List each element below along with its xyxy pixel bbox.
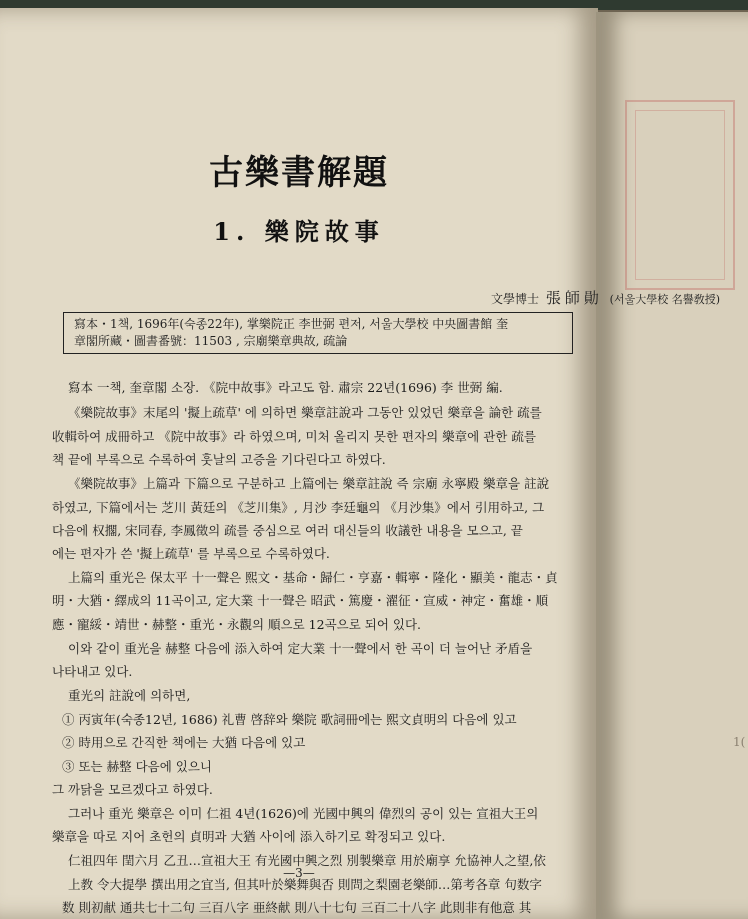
body-line: 에는 편자가 쓴 '擬上疏草' 를 부록으로 수록하였다. [52, 546, 330, 561]
body-line: 나타내고 있다. [52, 664, 133, 679]
body-line: 数 則初献 通共七十二句 三百八字 亜終献 則八十七句 三百二十八字 此則非有他意 其 [62, 900, 532, 915]
body-line: 樂章을 따로 지어 초헌의 貞明과 大猶 사이에 添入하기로 확정되고 있다. [52, 829, 446, 844]
body-line: 寫本 一책, 奎章閣 소장. 《院中故事》라고도 함. 肅宗 22년(1696) 李 世弼 編. [68, 380, 503, 395]
body-line: 應・寵綏・靖世・赫整・重光・永觀의 順으로 12곡으로 되어 있다. [52, 617, 422, 632]
body-line: 仁祖四年 閏六月 乙丑…宣祖大王 有光國中興之烈 別製樂章 用於廟享 允協神人之望,依 [68, 853, 546, 868]
library-stamp [625, 100, 735, 290]
author-affiliation: (서울大學校 名譽敎授) [609, 293, 720, 306]
body-line: 그러나 重光 樂章은 이미 仁祖 4년(1626)에 光國中興의 偉烈의 공이 있는 宣祖大王의 [68, 806, 539, 821]
body-line: ③ 또는 赫整 다음에 있으니 [62, 759, 212, 774]
body-line: 上教 令大提學 撰出用之宜当, 但其叶於樂舞與否 則問之梨園老樂師…第考各章 句数字 [68, 877, 542, 892]
body-line: 그 까닭을 모르겠다고 하였다. [52, 782, 213, 797]
body-line: 收輯하여 成冊하고 《院中故事》라 하였으며, 미처 올리지 못한 편자의 樂章에 관한 疏를 [52, 429, 536, 444]
library-stamp-inner [635, 110, 725, 280]
section-heading [0, 212, 598, 247]
body-line: 上篇의 重光은 保太平 十一聲은 熙文・基命・歸仁・亨嘉・輯寧・隆化・顯美・龍志・貞 [68, 570, 558, 585]
body-line: ① 丙寅年(숙종12년, 1686) 礼曹 啓辞와 樂院 歌詞冊에는 熙文貞明의 다음에 있고 [62, 712, 517, 727]
author-name: 張師勛 [545, 289, 603, 307]
info-line: 寫本・1책, 1696年(숙종22年), 掌樂院正 李世弼 편저, 서울大學校 中央圖書館 奎 [74, 317, 509, 331]
body-line: 다음에 权擱, 宋同春, 李鳳徵의 疏를 중심으로 여러 대신들의 收議한 내용을 모으고, 끝 [52, 523, 523, 538]
body-line: 《樂院故事》末尾의 '擬上疏草' 에 의하면 樂章註說과 그동안 있었던 樂章을 論한 疏를 [68, 405, 542, 420]
section-title: 樂院故事 [264, 217, 385, 246]
body-line: 《樂院故事》上篇과 下篇으로 구분하고 上篇에는 樂章註說 즉 宗廟 永寧殿 樂章을 註說 [68, 476, 550, 491]
author-degree: 文學博士 [490, 292, 539, 306]
bibliographic-info-box [63, 312, 573, 354]
body-line: 하였고, 下篇에서는 芝川 黃廷의 《芝川集》, 月沙 李廷龜의 《月沙集》에서 引用하고, 그 [52, 500, 545, 515]
body-line: 이와 같이 重光을 赫整 다음에 添入하여 定大業 十一聲에서 한 곡이 더 늘어난 矛盾을 [68, 641, 533, 656]
body-line: 重光의 註說에 의하면, [68, 688, 191, 703]
body-line: 책 끝에 부록으로 수록하여 훗날의 고증을 기다린다고 하였다. [52, 452, 386, 467]
margin-mark: 1( [733, 735, 746, 749]
body-line: 明・大猶・繹成의 11곡이고, 定大業 十一聲은 昭武・篤慶・濯征・宣威・神定・奮雄・順 [52, 593, 549, 608]
body-line: ② 時用으로 간직한 책에는 大猶 다음에 있고 [62, 735, 306, 750]
author-line [491, 287, 720, 308]
page-number: —3— [283, 866, 315, 880]
info-line: 章閣所藏・圖書番號：11503 , 宗廟樂章典故, 疏論 [74, 334, 348, 348]
book-title: 古樂書解題 [209, 153, 389, 193]
section-number: 1. [213, 217, 251, 246]
